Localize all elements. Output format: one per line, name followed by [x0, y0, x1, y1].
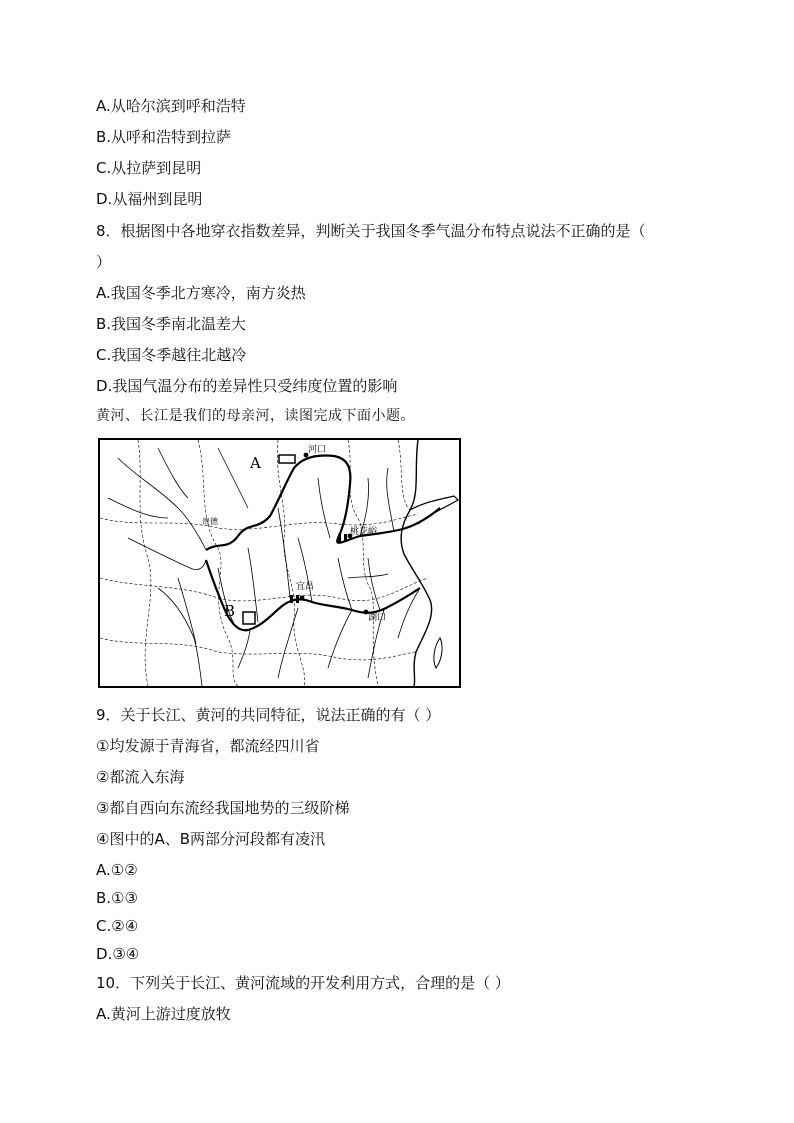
map-label-yichang: 宜昌	[296, 582, 315, 592]
map-frame	[99, 439, 460, 687]
q9-option-b: B.①③	[96, 889, 138, 907]
q8-stem: 8．根据图中各地穿衣指数差异，判断关于我国冬季气温分布特点说法不正确的是（	[96, 222, 646, 240]
yichang-point	[300, 596, 305, 601]
map-label-small: 贵德	[202, 517, 218, 526]
section-intro: 黄河、长江是我们的母亲河，读图完成下面小题。	[96, 408, 415, 424]
q9-statement-1: ①均发源于青海省，都流经四川省	[96, 737, 320, 755]
dam-marker-1	[338, 534, 341, 542]
q9-option-d: D.③④	[96, 945, 140, 963]
map-label-hekou: 河口	[308, 445, 327, 455]
q9-statement-4: ④图中的A、B两部分河段都有凌汛	[96, 830, 326, 848]
q7-option-a: A.从哈尔滨到呼和浩特	[96, 97, 246, 115]
river-map	[98, 438, 461, 688]
q8-stem-end: ）	[96, 253, 112, 271]
q8-option-b: B.我国冬季南北温差大	[96, 315, 247, 333]
q10-option-a: A.黄河上游过度放牧	[96, 1005, 231, 1023]
dam-marker-4	[296, 595, 299, 603]
q9-statement-3: ③都自西向东流经我国地势的三级阶梯	[96, 799, 350, 817]
q7-option-d: D.从福州到昆明	[96, 190, 203, 208]
dam-marker-2	[344, 534, 347, 542]
q9-option-c: C.②④	[96, 917, 139, 935]
map-label-a: A	[250, 454, 261, 472]
q8-option-c: C.我国冬季越往北越冷	[96, 346, 247, 364]
q8-option-d: D.我国气温分布的差异性只受纬度位置的影响	[96, 377, 398, 395]
dam-marker-3	[290, 595, 293, 603]
map-label-hukou: 湖口	[368, 613, 387, 623]
q9-statement-2: ②都流入东海	[96, 768, 185, 786]
q9-stem: 9．关于长江、黄河的共同特征，说法正确的有（ ）	[96, 706, 441, 724]
q8-option-a: A.我国冬季北方寒冷，南方炎热	[96, 284, 306, 302]
map-label-b: B	[224, 602, 236, 620]
q10-stem: 10．下列关于长江、黄河流域的开发利用方式，合理的是（ ）	[96, 974, 510, 992]
section-b-marker	[243, 612, 255, 624]
q9-option-a: A.①②	[96, 861, 138, 879]
map-label-taohuayu: 桃花峪	[350, 527, 378, 537]
q7-option-b: B.从呼和浩特到拉萨	[96, 128, 232, 146]
section-a-marker	[279, 455, 295, 463]
q7-option-c: C.从拉萨到昆明	[96, 159, 202, 177]
